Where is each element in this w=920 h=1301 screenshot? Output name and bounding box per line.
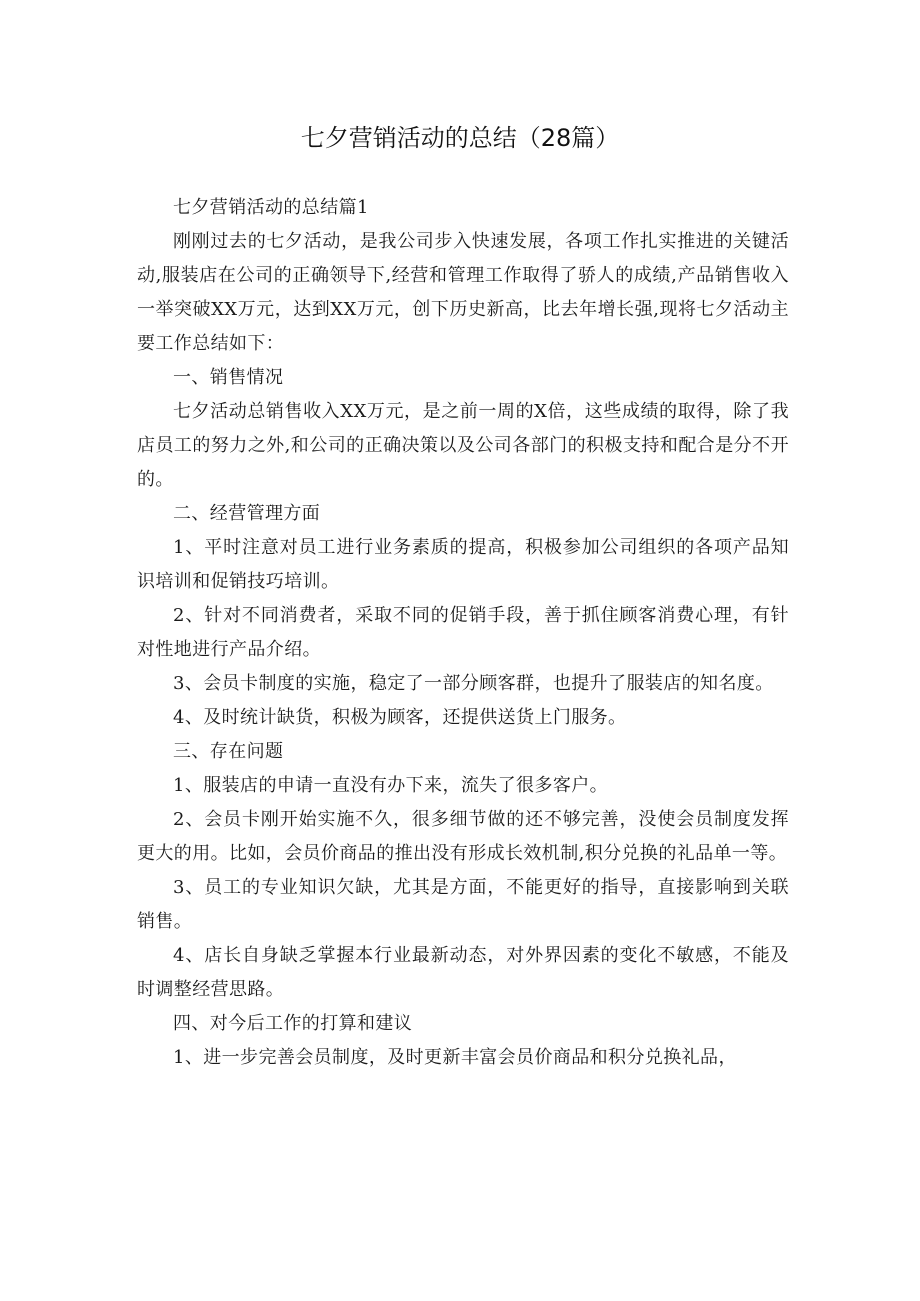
list-item: 1、服装店的申请一直没有办下来，流失了很多客户。 bbox=[173, 775, 609, 796]
list-item: 2、针对不同消费者，采取不同的促销手段，善于抓住顾客消费心理，有针对性地进行产品介绍。 bbox=[137, 605, 789, 660]
subsection-heading: 三、存在问题 bbox=[173, 741, 284, 762]
list-item: 2、会员卡刚开始实施不久，很多细节做的还不够完善，没使会员制度发挥更大的用。比如，会员价商品的推出没有形成长效机制,积分兑换的礼品单一等。 bbox=[137, 809, 789, 864]
document-title: 七夕营销活动的总结（28篇） bbox=[300, 124, 620, 152]
paragraph: 刚刚过去的七夕活动，是我公司步入快速发展，各项工作扎实推进的关键活动,服装店在公司的正确领导下,经营和管理工作取得了骄人的成绩,产品销售收入一举突破XX万元，达到XX万元，创下历史新高，比去年增长强,现将七夕活动主要工作总结如下： bbox=[137, 231, 789, 354]
list-item: 4、及时统计缺货，积极为顾客，还提供送货上门服务。 bbox=[173, 707, 627, 728]
subsection-heading: 四、对今后工作的打算和建议 bbox=[173, 1013, 413, 1034]
subsection-heading: 二、经营管理方面 bbox=[173, 503, 321, 524]
paragraph: 七夕活动总销售收入XX万元，是之前一周的X倍，这些成绩的取得，除了我店员工的努力之外,和公司的正确决策以及公司各部门的积极支持和配合是分不开的。 bbox=[137, 401, 789, 490]
list-item: 3、会员卡制度的实施，稳定了一部分顾客群，也提升了服装店的知名度。 bbox=[173, 673, 774, 694]
section-heading: 七夕营销活动的总结篇1 bbox=[173, 197, 369, 218]
subsection-heading: 一、销售情况 bbox=[173, 367, 284, 388]
list-item: 1、进一步完善会员制度，及时更新丰富会员价商品和积分兑换礼品， bbox=[173, 1047, 737, 1068]
list-item: 3、员工的专业知识欠缺，尤其是方面，不能更好的指导，直接影响到关联销售。 bbox=[137, 877, 789, 932]
list-item: 4、店长自身缺乏掌握本行业最新动态，对外界因素的变化不敏感，不能及时调整经营思路。 bbox=[137, 945, 789, 1000]
document-body bbox=[137, 191, 789, 1075]
list-item: 1、平时注意对员工进行业务素质的提高，积极参加公司组织的各项产品知识培训和促销技巧培训。 bbox=[137, 537, 789, 592]
